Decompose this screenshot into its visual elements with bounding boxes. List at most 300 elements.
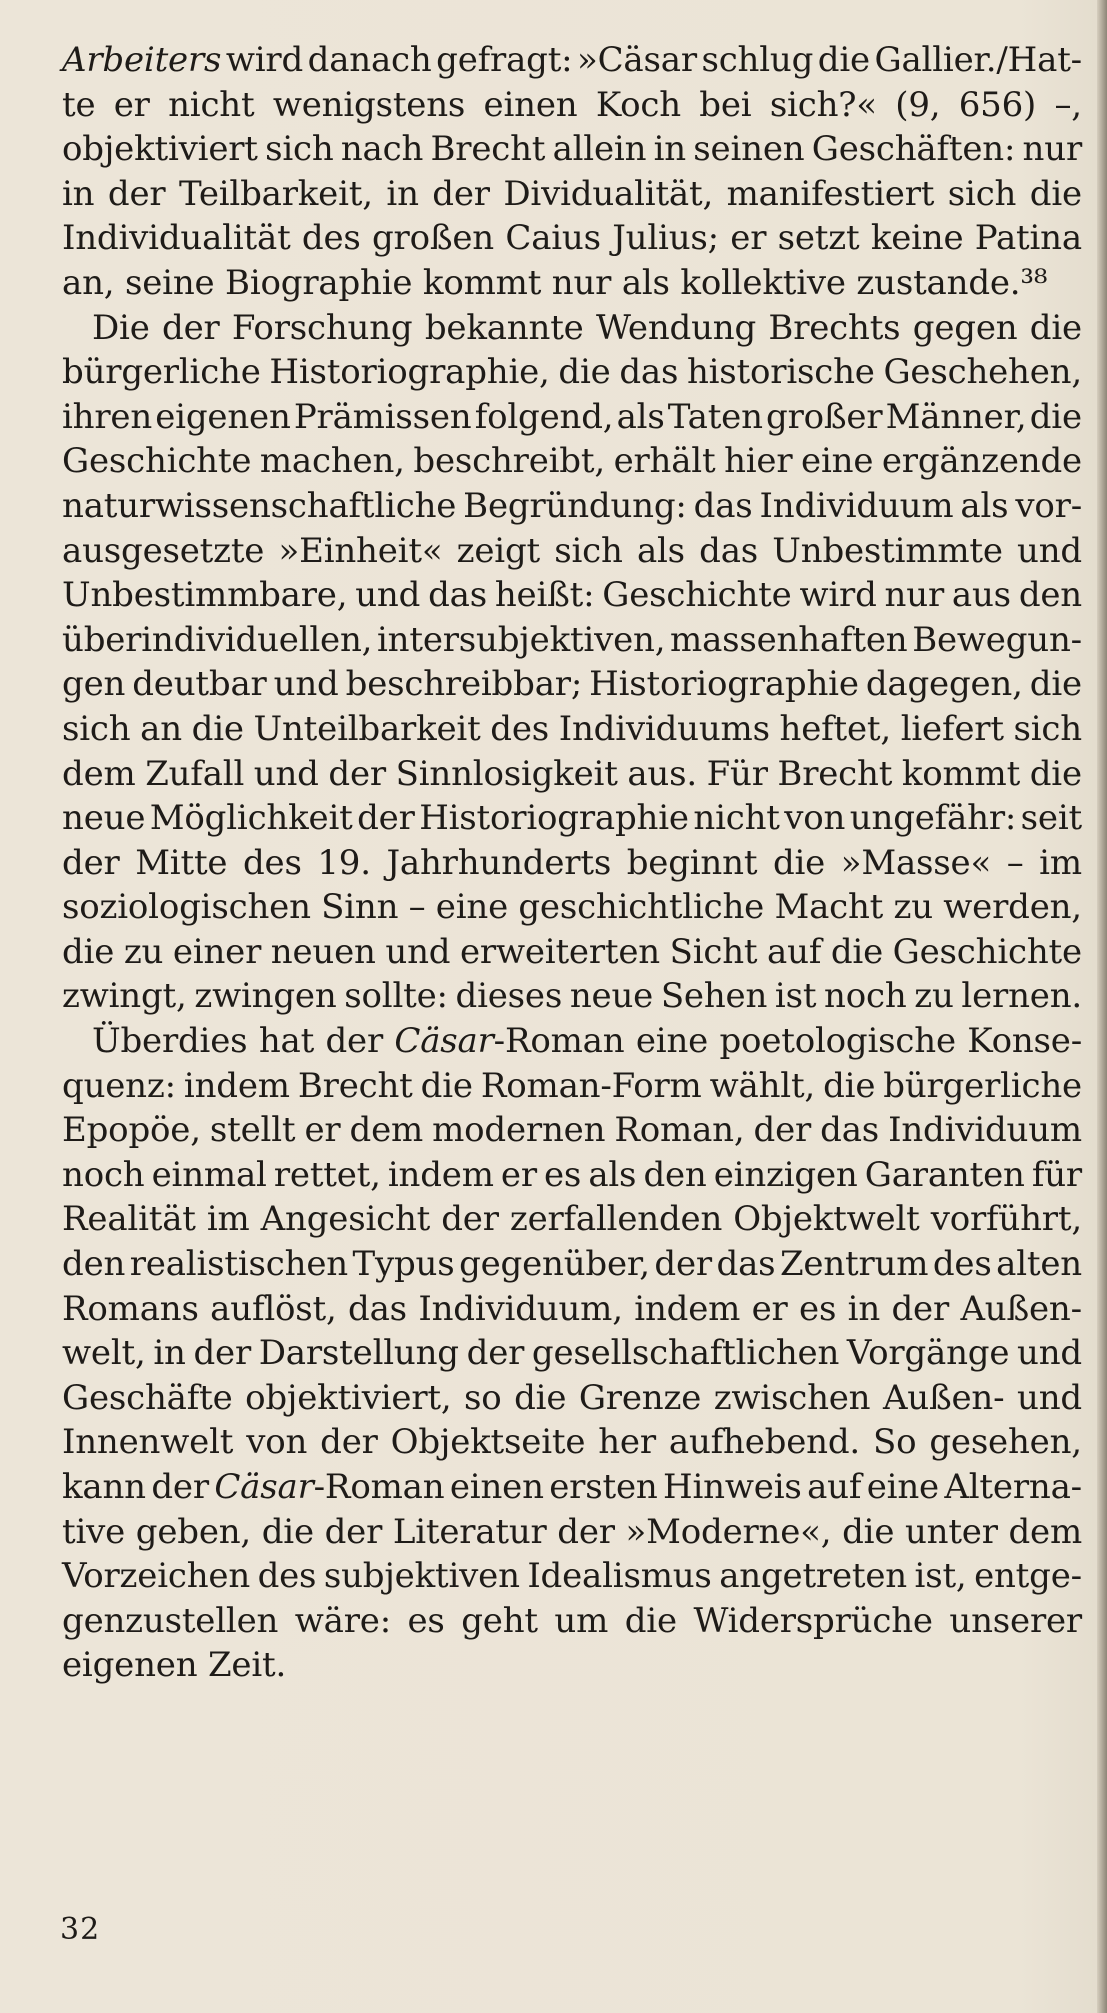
word: die (62, 931, 115, 972)
word: 19. (317, 842, 371, 883)
word: Garanten (864, 1154, 1025, 1195)
word: gegen (912, 307, 1018, 348)
word: nur (884, 575, 944, 616)
word: und (1017, 1333, 1082, 1374)
word: Die (92, 307, 150, 348)
word: Individuums (558, 708, 770, 749)
word: Alterna- (944, 1467, 1082, 1507)
word: aus. (627, 753, 697, 794)
text-line (62, 484, 1082, 529)
word: der (107, 173, 166, 214)
word: aufhebend. (668, 1422, 861, 1463)
word: eine (635, 1021, 709, 1062)
word: an (140, 708, 182, 749)
word: genzustellen (62, 1600, 279, 1641)
word: den (1018, 575, 1082, 616)
word: Epopöe, (62, 1110, 201, 1151)
word: unserer (949, 1600, 1082, 1641)
word: indem (183, 1065, 290, 1106)
word: von (246, 1422, 308, 1463)
word: alten (996, 1244, 1082, 1285)
word: Brecht (777, 753, 893, 794)
word: Historiographie (589, 664, 859, 705)
word: Geschäfte (62, 1377, 233, 1418)
word: sich (947, 173, 1017, 214)
word: bekannte (424, 307, 584, 348)
word: das (428, 575, 487, 616)
word: welt, (62, 1333, 146, 1374)
word: poetologische (719, 1021, 956, 1062)
word: Cäsar-Roman (214, 1467, 445, 1507)
word: als (960, 485, 1009, 526)
word: bei (699, 84, 752, 125)
word: entge- (974, 1556, 1082, 1597)
word: das (693, 485, 753, 526)
word: indem (634, 1288, 741, 1329)
word: – (408, 887, 426, 928)
word: dem (349, 1110, 424, 1151)
word: Roman, (614, 1110, 745, 1151)
text-line (62, 127, 1082, 172)
text-line (62, 1019, 1082, 1064)
word: dagegen, (865, 664, 1023, 705)
word: beschreibbar; (345, 664, 583, 705)
text-line (62, 1599, 1082, 1644)
word: Koch (595, 84, 681, 125)
word: vorführt, (930, 1199, 1082, 1240)
word: geben, (135, 1511, 252, 1552)
word: Geschehen, (883, 352, 1082, 393)
word: einzigen (713, 1154, 858, 1195)
word: hat (258, 1021, 315, 1062)
word: allein (552, 129, 647, 170)
word: Unbestimmbare, (62, 575, 348, 616)
word: Außen- (960, 1288, 1082, 1329)
word: deutbar (132, 664, 267, 705)
word: liefert (900, 708, 1004, 749)
word: zu (914, 976, 954, 1017)
word: so (464, 1377, 502, 1418)
word: er (113, 84, 150, 125)
word: eine (435, 887, 508, 928)
word: in (62, 173, 95, 214)
text-line (62, 1242, 1082, 1287)
word: Geschichte (892, 931, 1082, 972)
word: auf (807, 1467, 862, 1507)
word: die (624, 1600, 677, 1641)
word: massenhaften (670, 619, 908, 660)
word: Julius; (612, 218, 719, 259)
word: Teilbarkeit, (178, 173, 373, 214)
text-line (62, 1465, 1082, 1510)
word: ersten (549, 1467, 658, 1507)
word: die (1029, 753, 1082, 794)
word: erhält (613, 441, 716, 482)
word: manifestiert (726, 173, 935, 214)
word: die (1029, 396, 1082, 437)
word: her (598, 1422, 656, 1463)
word: nicht (693, 798, 780, 839)
word: die (1029, 307, 1082, 348)
word: Prämissen (293, 396, 472, 437)
text-line (62, 662, 1082, 707)
word: der (62, 842, 120, 883)
word: die (514, 1377, 567, 1418)
word: wird (225, 40, 304, 80)
word: beginnt (626, 842, 758, 883)
word: Möglichkeit (149, 798, 353, 839)
word: kommt (901, 753, 1021, 794)
word: und (1017, 1377, 1082, 1418)
word: der (324, 1511, 383, 1552)
text-line (62, 261, 1082, 306)
word: –, (1054, 84, 1082, 125)
word: dieses (455, 976, 563, 1017)
word: es (407, 1600, 445, 1641)
text-line (62, 1420, 1082, 1465)
word: der (328, 753, 386, 794)
word: stellt (209, 1110, 296, 1151)
word: die (558, 352, 611, 393)
word: »Cäsar (577, 40, 697, 80)
word: kann (62, 1467, 146, 1507)
word: sich (265, 129, 334, 170)
word: eigenen (155, 396, 291, 437)
word: des (932, 1244, 992, 1285)
word: das (619, 352, 679, 393)
word: Historiographie, (269, 352, 550, 393)
text-line (62, 1108, 1082, 1153)
word: sollte: (344, 976, 448, 1017)
word: wenigstens (272, 84, 466, 125)
word: Grenze (578, 1377, 702, 1418)
word: die (1029, 664, 1082, 705)
word: die (830, 931, 884, 972)
word: des (242, 842, 302, 883)
word: gefragt: (436, 40, 573, 80)
word: »Moderne«, (625, 1511, 832, 1552)
word: Caius (505, 218, 601, 259)
word: Sinnlosigkeit (395, 753, 618, 794)
word: der (325, 1021, 383, 1062)
text-line (62, 529, 1082, 574)
word: folgend, (474, 396, 614, 437)
text-line (62, 841, 1082, 886)
word: es (799, 1288, 837, 1329)
word: von (784, 798, 846, 839)
word: Außen- (882, 1377, 1005, 1418)
word: Individualität (62, 218, 291, 259)
word: Gallier./Hat- (874, 40, 1082, 80)
word: wird (799, 575, 877, 616)
word: der (357, 798, 415, 839)
text-line (62, 1376, 1082, 1421)
word: als (636, 530, 685, 571)
word: So (872, 1422, 917, 1463)
word: der (151, 1467, 209, 1507)
word: der (193, 1333, 251, 1374)
word: ergänzende (881, 441, 1082, 482)
word: beschreibt, (413, 441, 605, 482)
word: die (823, 1065, 876, 1106)
word: Brecht (430, 129, 546, 170)
word: um (554, 1600, 609, 1641)
word: nur (1022, 129, 1082, 170)
word: sich?« (769, 84, 877, 125)
word: das (820, 1110, 880, 1151)
word: Unbestimmte (772, 530, 1003, 571)
word: heftet, (779, 708, 891, 749)
word: (9, (895, 84, 941, 125)
word: Überdies (92, 1021, 248, 1062)
word: geht (461, 1600, 538, 1641)
word: der (753, 1110, 812, 1151)
word: erweiterten (459, 931, 660, 972)
text-line (62, 439, 1082, 484)
text-line (62, 1064, 1082, 1109)
word: Taten (667, 396, 763, 437)
word: Objektwelt (733, 1199, 920, 1240)
word: Individuum (759, 485, 954, 526)
word: zeigt (456, 530, 540, 571)
word: der (557, 1511, 615, 1552)
word: Macht (774, 887, 884, 928)
word: Unteilbarkeit (253, 708, 481, 749)
text-line (62, 38, 1082, 83)
word: der (466, 1333, 525, 1374)
word: und (385, 931, 451, 972)
word: heißt: (494, 575, 595, 616)
word: bürgerliche (62, 352, 261, 393)
word: des (490, 708, 550, 749)
word: zwischen (713, 1377, 871, 1418)
word: als (588, 1154, 637, 1195)
text-line (62, 1510, 1082, 1555)
word: realistischen (129, 1244, 348, 1285)
word: werden, (943, 887, 1082, 928)
word: Historiographie (419, 798, 689, 839)
word: ungefähr: (849, 798, 1017, 839)
word: das (699, 530, 759, 571)
word: einen (449, 1467, 544, 1507)
word: eine (801, 441, 874, 482)
word: Sehen (660, 976, 768, 1017)
word: zu (123, 931, 164, 972)
word: »Masse« (840, 842, 992, 883)
text-line (62, 216, 1082, 261)
word: Patina (974, 218, 1082, 259)
word: er (730, 218, 767, 259)
word: objektiviert (62, 129, 258, 170)
word: Hinweis (663, 1467, 802, 1507)
word: wählt, (709, 1065, 816, 1106)
word: Idealismus (527, 1556, 712, 1597)
word: naturwissenschaftliche (62, 485, 457, 526)
word: Männer, (885, 396, 1027, 437)
word: aus (951, 575, 1011, 616)
word: zwingen (194, 976, 337, 1017)
word: die (261, 1511, 314, 1552)
word: des (301, 218, 361, 259)
word: Bewegun- (912, 619, 1082, 660)
word: hier (724, 441, 793, 482)
text-line (62, 172, 1082, 217)
word: die (420, 1065, 473, 1106)
word: der (654, 1244, 712, 1285)
word: gen (62, 664, 126, 705)
word: modernen (432, 1110, 606, 1151)
page-gutter-edge (1097, 0, 1107, 2013)
word: te (62, 84, 96, 125)
word: Für (706, 753, 768, 794)
word: wäre: (294, 1600, 391, 1641)
word: den (643, 1154, 707, 1195)
word: und (253, 753, 319, 794)
word: geschichtliche (518, 887, 765, 928)
word: noch (824, 976, 907, 1017)
word: den (62, 1244, 126, 1285)
word: Typus (352, 1244, 455, 1285)
word: Forschung (231, 307, 413, 348)
word: Sicht (669, 931, 758, 972)
word: ist (774, 976, 817, 1017)
word: ist, (914, 1556, 967, 1597)
word: überindividuellen, (62, 619, 373, 660)
word: großer (766, 396, 883, 437)
word: einen (483, 84, 578, 125)
word: in (847, 1288, 881, 1329)
word: und (355, 575, 421, 616)
word: angetreten (719, 1556, 907, 1597)
text-line (62, 885, 1082, 930)
word: im (1039, 842, 1082, 883)
word: sich (554, 530, 623, 571)
word: Literatur (392, 1511, 547, 1552)
word: in (386, 173, 419, 214)
body-text (62, 38, 1082, 1688)
word: Geschichte (62, 441, 252, 482)
word: die (772, 842, 826, 883)
word: die (191, 708, 244, 749)
text-line (62, 573, 1082, 618)
word: ihren (62, 396, 153, 437)
word: des (257, 1556, 317, 1597)
text-line (62, 618, 1082, 663)
word: eine (866, 1467, 939, 1507)
word: der (162, 307, 220, 348)
word: Zentrum (779, 1244, 929, 1285)
word: objektiviert, (245, 1377, 452, 1418)
text-line (62, 1554, 1082, 1599)
word: Roman-Form (480, 1065, 702, 1106)
word: einer (172, 931, 262, 972)
word: danach (307, 40, 432, 80)
word: keine (870, 218, 964, 259)
word: Geschäften: (811, 129, 1016, 170)
word: und (273, 664, 339, 705)
word: gesehen, (929, 1422, 1082, 1463)
word: neue (569, 976, 654, 1017)
word: er (304, 1110, 341, 1151)
word: Geschichte (602, 575, 792, 616)
word: »Einheit« (278, 530, 443, 571)
word: – (1006, 842, 1024, 883)
word: die (842, 1511, 895, 1552)
word: Mitte (135, 842, 228, 883)
word: auflöst, (210, 1288, 337, 1329)
word: Wendung (595, 307, 757, 348)
word: ausgesetzte (62, 530, 265, 571)
word: der (320, 1422, 378, 1463)
word: neuen (270, 931, 376, 972)
word: Widersprüche (693, 1600, 933, 1641)
word: für (1031, 1154, 1082, 1195)
word: gegenüber, (459, 1244, 650, 1285)
word: in (153, 1333, 186, 1374)
word: Sinn (321, 887, 399, 928)
word: Brechts (768, 307, 901, 348)
text-line (62, 1331, 1082, 1376)
word: Objektseite (390, 1422, 586, 1463)
word: es (544, 1154, 582, 1195)
word: Jahrhunderts (386, 842, 612, 883)
word: zerfallenden (509, 1199, 723, 1240)
word: Innenwelt (62, 1422, 234, 1463)
word: Arbeiters (62, 40, 222, 80)
word: einmal (151, 1154, 267, 1195)
word: neue (62, 798, 146, 839)
page-number: 32 (60, 1912, 101, 1947)
word: Individuum, (418, 1288, 623, 1329)
text-line (62, 350, 1082, 395)
word: machen, (259, 441, 405, 482)
word: Realität (62, 1199, 196, 1240)
word: dem (62, 753, 136, 794)
word: sich (62, 708, 131, 749)
word: Cäsar-Roman (394, 1021, 625, 1062)
word: tive (62, 1511, 126, 1552)
word: historische (686, 352, 875, 393)
word: als (616, 396, 665, 437)
word: noch (62, 1154, 145, 1195)
word: quenz: (62, 1065, 176, 1106)
word: das (716, 1244, 776, 1285)
text-line (62, 974, 1082, 1019)
text-line (62, 752, 1082, 797)
text-line (62, 930, 1082, 975)
word: unter (904, 1511, 998, 1552)
word: großen (371, 218, 495, 259)
text-line (62, 306, 1082, 351)
word: vor- (1015, 485, 1082, 526)
word: Zufall (145, 753, 245, 794)
word: indem (387, 1154, 494, 1195)
word: gesellschaftlichen (531, 1333, 840, 1374)
word: seinen (693, 129, 805, 170)
word: die (1029, 173, 1082, 214)
word: der (891, 1288, 949, 1329)
word: lernen. (961, 976, 1082, 1017)
text-line (62, 1153, 1082, 1198)
word: Individuum (888, 1110, 1082, 1151)
text-line (62, 707, 1082, 752)
word: und (1017, 530, 1082, 571)
word: Darstellung (258, 1333, 459, 1374)
word: setzt (777, 218, 860, 259)
word: Romans (62, 1288, 199, 1329)
word: soziologischen (62, 887, 311, 928)
word: er (751, 1288, 788, 1329)
